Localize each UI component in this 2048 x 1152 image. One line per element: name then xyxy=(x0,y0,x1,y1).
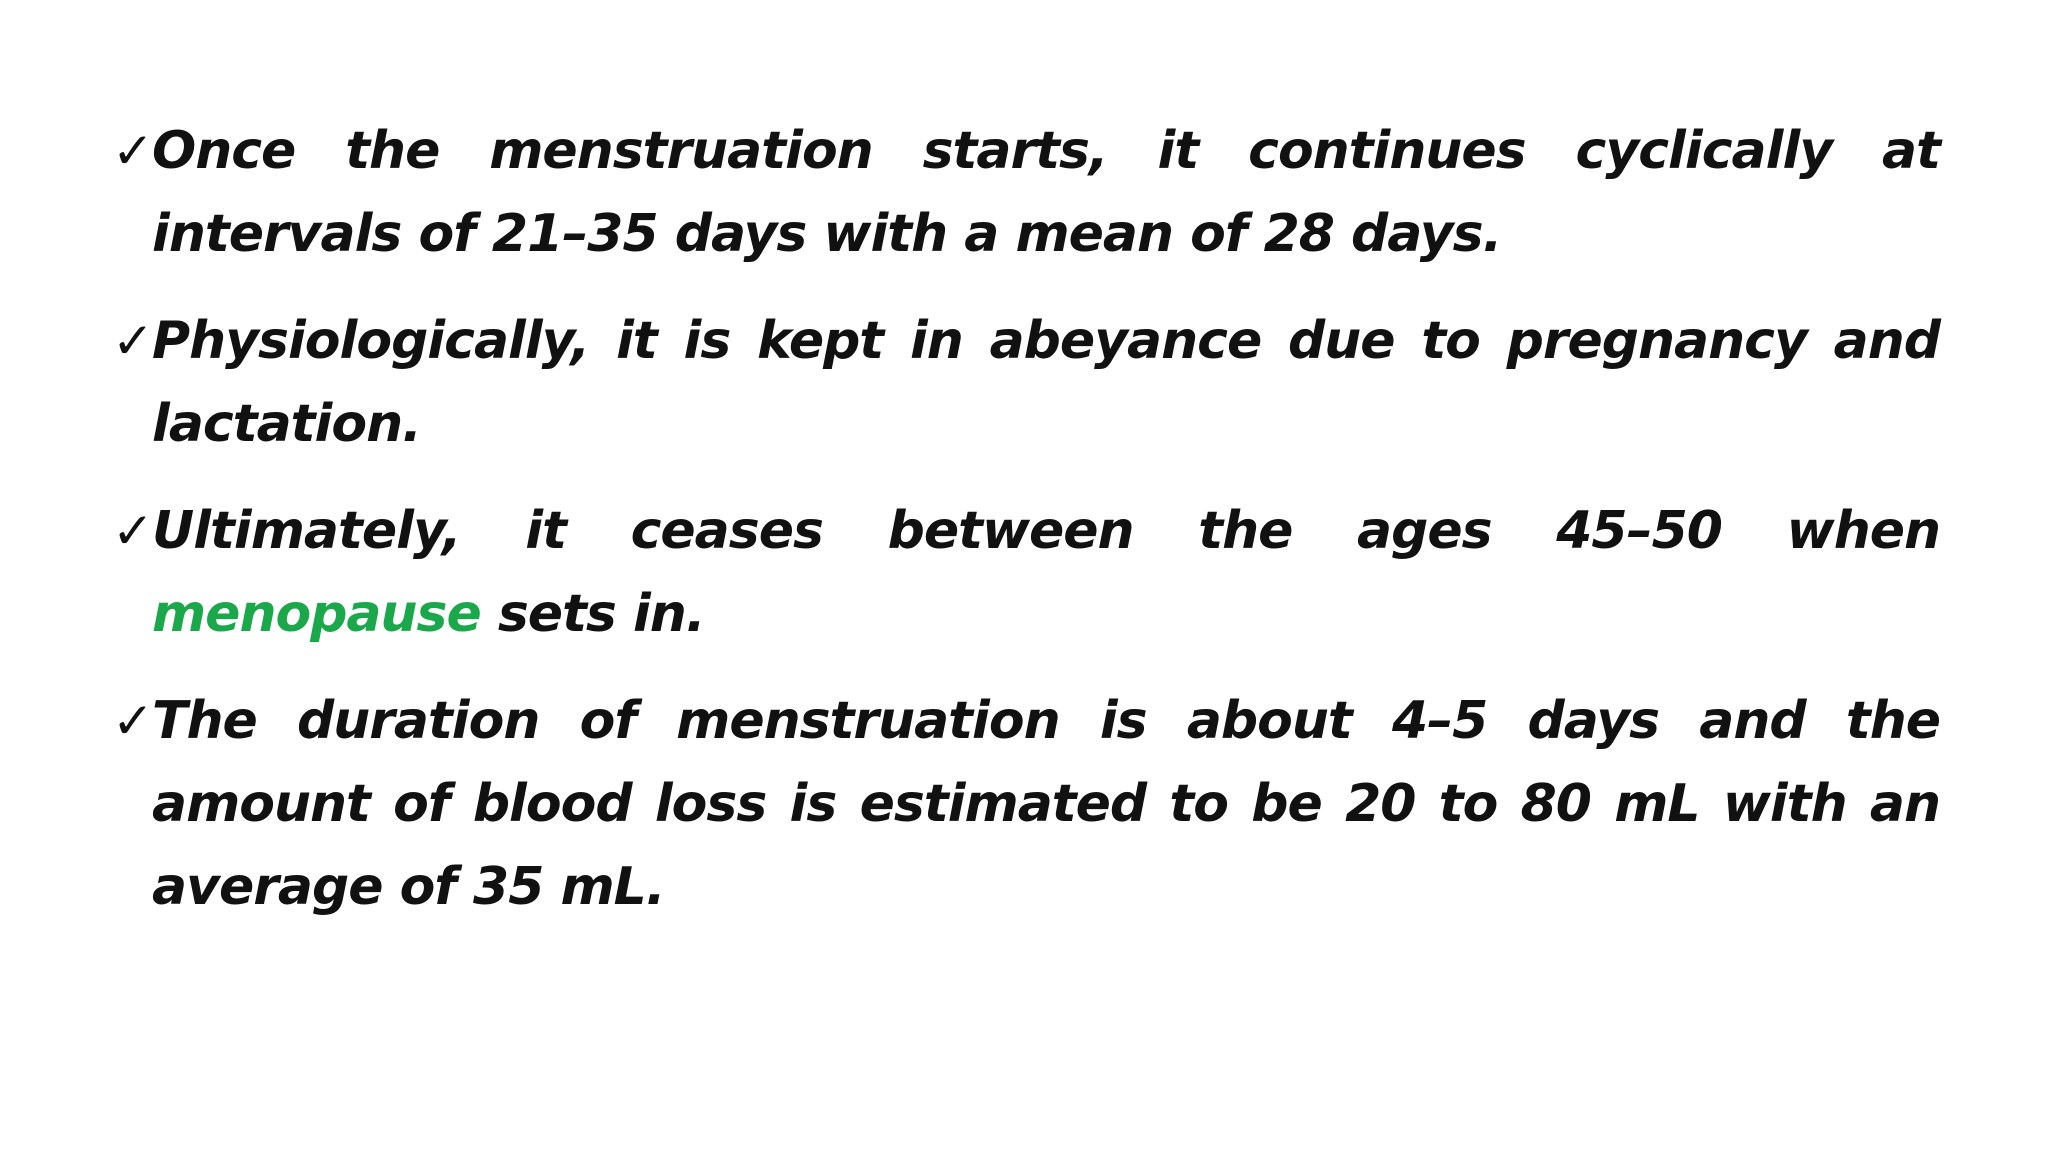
bullet-list xyxy=(112,110,1940,953)
bullet-text-before: Ultimately, it ceases between the ages 45–50 when xyxy=(152,501,1940,561)
bullet-text: Once the menstruation starts, it continues cyclically at intervals of 21–35 days with a mean of 28 days. xyxy=(152,121,1940,264)
bullet-text-after: sets in. xyxy=(480,584,705,644)
checkmark-icon: ✓ xyxy=(112,122,153,180)
checkmark-icon: ✓ xyxy=(112,692,153,750)
bullet-item-duration xyxy=(112,680,1940,929)
checkmark-icon: ✓ xyxy=(112,312,153,370)
bullet-item-abeyance xyxy=(112,300,1940,466)
bullet-text: Physiologically, it is kept in abeyance due to pregnancy and lactation. xyxy=(152,311,1940,454)
bullet-item-cycle xyxy=(112,110,1940,276)
bullet-text: The duration of menstruation is about 4–5 days and the amount of blood loss is estimated to be 20 to 80 mL with an average of 35 mL. xyxy=(152,691,1940,917)
bullet-item-menopause xyxy=(112,490,1940,656)
highlight-term-menopause: menopause xyxy=(152,584,481,644)
checkmark-icon: ✓ xyxy=(112,502,153,560)
